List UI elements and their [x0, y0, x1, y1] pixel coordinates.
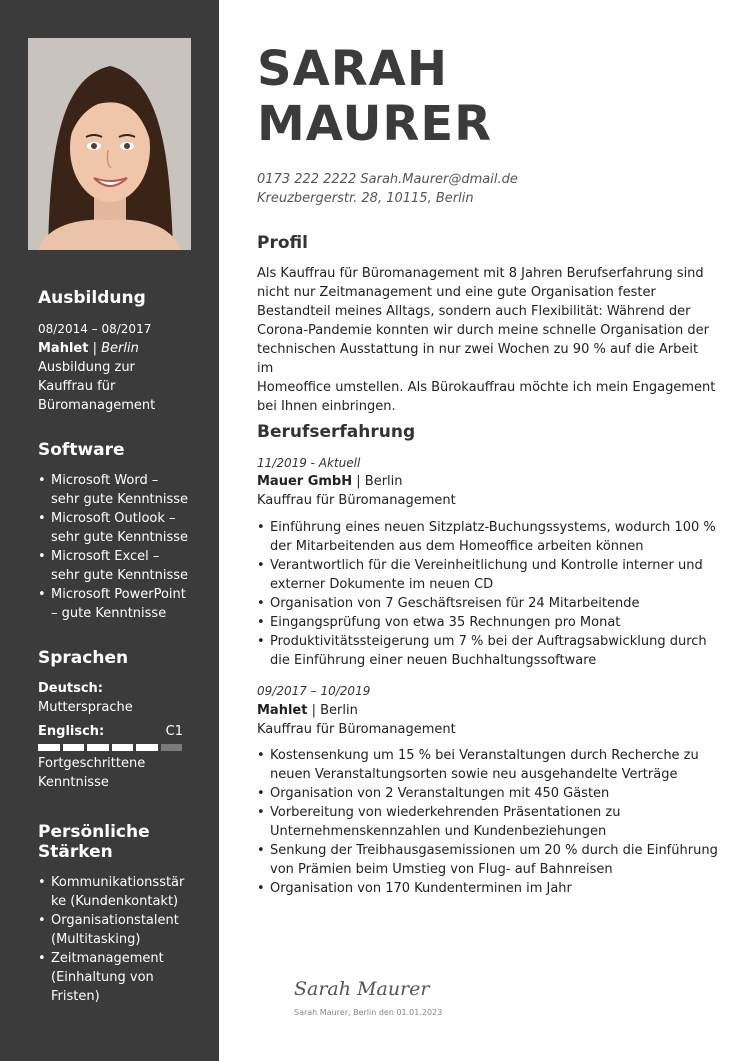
strengths-title-2: Stärken: [38, 842, 113, 862]
job-2-role: Kauffrau für Büromanagement: [257, 722, 456, 737]
job-bullet: • Organisation von 7 Geschäftsreisen für 24 Mitarbeitende: [257, 596, 640, 611]
profile-photo: [28, 38, 191, 250]
full-name: [257, 42, 492, 152]
profile-line: Corona-Pandemie konnten wir durch meine schnelle Organisation der: [257, 323, 709, 338]
level-segment: [63, 744, 85, 751]
job-bullet: • Organisation von 170 Kundenterminen im Jahr: [257, 881, 572, 896]
profile-line: technischen Ausstattung in nur zwei Wochen zu 90 % auf die Arbeit im: [257, 342, 699, 376]
job-1-dates: 11/2019 - Aktuell: [257, 456, 361, 470]
strength-item: • Zeitmanagement (Einhaltung von Fristen): [38, 951, 164, 1004]
education-company: Mahlet: [38, 341, 89, 356]
level-segment: [112, 744, 134, 751]
experience-title: Berufserfahrung: [257, 422, 416, 442]
english-level-1: Fortgeschrittene: [38, 756, 146, 771]
education-desc-2: Kauffrau für: [38, 379, 116, 394]
signature: Sarah Maurer: [294, 978, 430, 1000]
job-2-dates: 09/2017 – 10/2019: [257, 684, 371, 698]
sidebar: [0, 0, 219, 1061]
profile-text: [257, 264, 717, 416]
strengths-title-1: Persönliche: [38, 822, 150, 842]
english-label: Englisch:: [38, 724, 105, 739]
job-1-bullets: [257, 518, 719, 670]
education-desc-3: Büromanagement: [38, 398, 156, 413]
profile-line: Als Kauffrau für Büromanagement mit 8 Jahren Berufserfahrung sind: [257, 266, 704, 281]
profile-line: Homeoffice umstellen. Als Bürokauffrau möchte ich mein Engagement: [257, 380, 716, 395]
job-2-company: Mahlet: [257, 703, 308, 718]
profile-line: Bestandteil meines Alltags, sondern auch Flexibilität: Während der: [257, 304, 691, 319]
profile-title: Profil: [257, 233, 308, 253]
portrait-image: [28, 38, 191, 250]
strength-item: • Organisationstalent (Multitasking): [38, 913, 179, 947]
contact-line-2: Kreuzbergerstr. 28, 10115, Berlin: [257, 191, 474, 206]
english-row: [38, 722, 183, 741]
signature-note: Sarah Maurer, Berlin den 01.01.2023: [294, 1008, 443, 1017]
job-2-bullets: [257, 746, 719, 898]
job-bullet: • Verantwortlich für die Vereinheitlichung und Kontrolle interner und externer Dokumente im neuen CD: [257, 558, 703, 592]
job-bullet: • Produktivitätssteigerung um 7 % bei der Auftragsabwicklung durch die Einführung einer neuen Buchhaltungssoftware: [257, 634, 707, 668]
job-1-company-line: [257, 472, 403, 491]
job-1-company: Mauer GmbH: [257, 474, 353, 489]
strengths-list: [38, 873, 198, 1006]
job-bullet: • Senkung der Treibhausgasemissionen um 20 % durch die Einführung von Prämien beim Umstieg von Flug- auf Bahnreisen: [257, 843, 718, 877]
german-label: Deutsch:: [38, 681, 103, 696]
profile-line: nicht nur Zeitmanagement und eine gute Organisation fester: [257, 285, 656, 300]
german-level: Muttersprache: [38, 700, 133, 715]
contact-line-1: 0173 222 2222 Sarah.Maurer@dmail.de: [257, 172, 518, 187]
job-bullet: • Organisation von 2 Veranstaltungen mit 450 Gästen: [257, 786, 610, 801]
contact-info: [257, 170, 518, 208]
profile-line: bei Ihnen einbringen.: [257, 399, 396, 414]
last-name: MAURER: [257, 96, 493, 152]
job-1-separator: |: [352, 474, 365, 489]
job-bullet: • Eingangsprüfung von etwa 35 Rechnungen pro Monat: [257, 615, 621, 630]
software-list: [38, 471, 198, 623]
software-item: • Microsoft PowerPoint – gute Kenntnisse: [38, 587, 186, 621]
level-segment: [136, 744, 158, 751]
first-name: SARAH: [257, 41, 448, 97]
job-1-city: Berlin: [364, 474, 403, 489]
education-separator: |: [88, 341, 102, 356]
education-dates: 08/2014 – 08/2017: [38, 322, 152, 336]
strength-item: • Kommunikationsstär ke (Kundenkontakt): [38, 875, 185, 909]
job-2-separator: |: [307, 703, 321, 718]
job-bullet: • Kostensenkung um 15 % bei Veranstaltungen durch Recherche zu neuen Veranstaltungsorten sowie neu ausgehandelte Verträge: [257, 748, 699, 782]
english-level-bar: [38, 744, 182, 751]
english-code: C1: [165, 724, 183, 739]
languages-title: Sprachen: [38, 648, 129, 668]
software-item: • Microsoft Word – sehr gute Kenntnisse: [38, 473, 189, 507]
education-institution: [38, 339, 203, 358]
job-bullet: • Einführung eines neuen Sitzplatz-Buchungssystems, wodurch 100 % der Mitarbeitenden aus dem Homeoffice arbeiten können: [257, 520, 716, 554]
software-item: • Microsoft Outlook – sehr gute Kenntnisse: [38, 511, 189, 545]
software-item: • Microsoft Excel – sehr gute Kenntnisse: [38, 549, 189, 583]
software-title: Software: [38, 440, 125, 460]
level-segment: [161, 744, 183, 751]
job-2-company-line: [257, 701, 358, 720]
level-segment: [87, 744, 109, 751]
job-1-role: Kauffrau für Büromanagement: [257, 493, 456, 508]
job-2-city: Berlin: [320, 703, 358, 718]
job-bullet: • Vorbereitung von wiederkehrenden Präsentationen zu Unternehmenskennzahlen und Kundenbeziehungen: [257, 805, 621, 839]
level-segment: [38, 744, 60, 751]
english-level-2: Kenntnisse: [38, 775, 109, 790]
education-title: Ausbildung: [38, 288, 146, 308]
education-city: Berlin: [101, 341, 139, 356]
education-desc-1: Ausbildung zur: [38, 360, 135, 375]
